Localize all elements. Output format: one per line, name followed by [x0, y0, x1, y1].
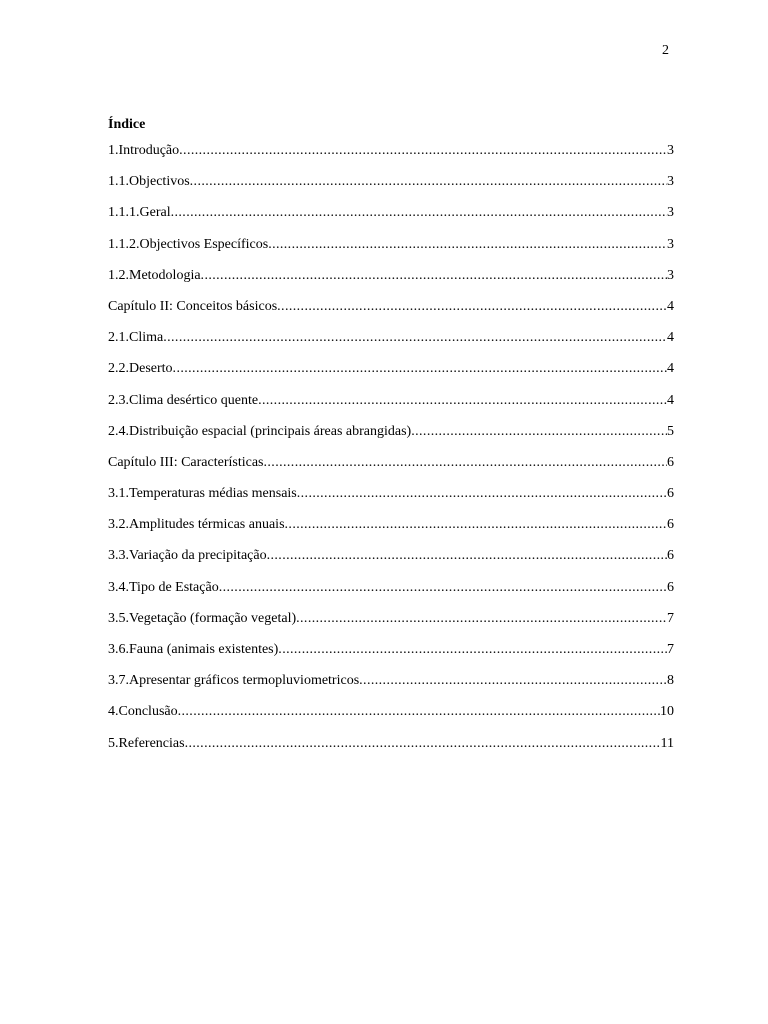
toc-entry[interactable]	[108, 329, 674, 360]
toc-entry-label: 2.1.Clima	[108, 330, 164, 346]
toc-dot-leader	[411, 423, 667, 441]
toc-entry-label: 4.Conclusão	[108, 704, 178, 720]
toc-entry-page: 3	[667, 205, 674, 221]
toc-entry-page: 6	[667, 454, 674, 470]
toc-dot-leader	[296, 610, 667, 628]
toc-entry-page: 7	[667, 610, 674, 626]
toc-entry[interactable]	[108, 579, 674, 610]
toc-entry[interactable]	[108, 610, 674, 641]
toc-entry[interactable]	[108, 142, 674, 173]
toc-entry[interactable]	[108, 267, 674, 298]
toc-entry-label: 3.4.Tipo de Estação	[108, 579, 219, 595]
toc-dot-leader	[277, 298, 667, 316]
toc-entry[interactable]	[108, 173, 674, 204]
toc-entry-page: 3	[667, 267, 674, 283]
toc-entry[interactable]	[108, 485, 674, 516]
toc-entry-page: 3	[667, 174, 674, 190]
toc-entry-label: 2.3.Clima desértico quente	[108, 392, 259, 408]
toc-entry-label: 2.4.Distribuição espacial (principais áreas abrangidas)	[108, 423, 412, 439]
toc-entry-label: 1.1.2.Objectivos Específicos	[108, 236, 269, 252]
toc-entry-page: 7	[667, 642, 674, 657]
toc-entry-page: 4	[667, 361, 674, 377]
toc-entry-label: 1.1.1.Geral	[108, 205, 171, 221]
toc-dot-leader	[163, 329, 667, 347]
toc-entry-page: 10	[660, 704, 674, 720]
toc-title: Índice	[108, 117, 146, 132]
toc-entry[interactable]	[108, 236, 674, 267]
toc-entry[interactable]	[108, 672, 674, 703]
toc-dot-leader	[264, 454, 668, 472]
toc-dot-leader	[179, 142, 667, 160]
toc-entry-label: 3.2.Amplitudes térmicas anuais	[108, 517, 285, 533]
toc-entry-label: 1.2.Metodologia	[108, 267, 201, 283]
toc-dot-leader	[258, 392, 667, 410]
toc-entry[interactable]	[108, 298, 674, 329]
toc-entry-page: 6	[667, 517, 674, 533]
toc-entry[interactable]	[108, 641, 674, 672]
toc-entry-page: 4	[667, 330, 674, 346]
toc-dot-leader	[278, 641, 667, 659]
toc-entry[interactable]	[108, 454, 674, 485]
toc-dot-leader	[359, 672, 667, 690]
toc-entry-label: 5.Referencias	[108, 735, 185, 751]
toc-entry-label: 3.7.Apresentar gráficos termopluviometricos	[108, 673, 360, 689]
toc-entry-page: 8	[667, 673, 674, 689]
toc-dot-leader	[285, 516, 667, 534]
toc-entry-page: 6	[667, 548, 674, 564]
toc-entry[interactable]	[108, 360, 674, 391]
toc-entry[interactable]	[108, 516, 674, 547]
toc-entry-label: 3.5.Vegetação (formação vegetal)	[108, 610, 297, 626]
toc-entry-page: 6	[667, 579, 674, 595]
toc-entry-label: Capítulo III: Características	[108, 454, 264, 470]
toc-dot-leader	[185, 735, 661, 753]
toc-dot-leader	[171, 204, 667, 222]
toc-dot-leader	[297, 485, 667, 503]
toc-entry-label: 1.1.Objectivos	[108, 174, 190, 190]
toc-entry-label: 1.Introdução	[108, 143, 180, 158]
toc-entry-page: 3	[667, 143, 674, 158]
toc-dot-leader	[201, 267, 667, 285]
toc-entry-page: 4	[667, 298, 674, 314]
toc-entry[interactable]	[108, 703, 674, 734]
toc-entry-page: 3	[667, 236, 674, 252]
toc-entry-page: 11	[660, 735, 674, 751]
toc-entry-page: 5	[667, 423, 674, 439]
toc-entry-label: 3.1.Temperaturas médias mensais	[108, 486, 297, 502]
toc-dot-leader	[178, 703, 660, 721]
toc-dot-leader	[173, 360, 667, 378]
toc-entry-label: 2.2.Deserto	[108, 361, 173, 377]
toc-dot-leader	[219, 579, 667, 597]
toc-dot-leader	[268, 236, 667, 254]
toc-entry-label: 3.6.Fauna (animais existentes)	[108, 642, 279, 657]
toc-entry[interactable]	[108, 547, 674, 578]
toc-entry[interactable]	[108, 735, 674, 766]
toc-entry[interactable]	[108, 204, 674, 235]
toc-entry-page: 6	[667, 486, 674, 502]
page-number: 2	[662, 43, 669, 58]
toc-entry-label: 3.3.Variação da precipitação	[108, 548, 267, 564]
toc-dot-leader	[267, 547, 667, 565]
toc-entry-label: Capítulo II: Conceitos básicos	[108, 298, 278, 314]
toc-entry-page: 4	[667, 392, 674, 408]
toc-dot-leader	[190, 173, 667, 191]
toc-list	[108, 142, 674, 766]
toc-entry[interactable]	[108, 392, 674, 423]
toc-entry[interactable]	[108, 423, 674, 454]
